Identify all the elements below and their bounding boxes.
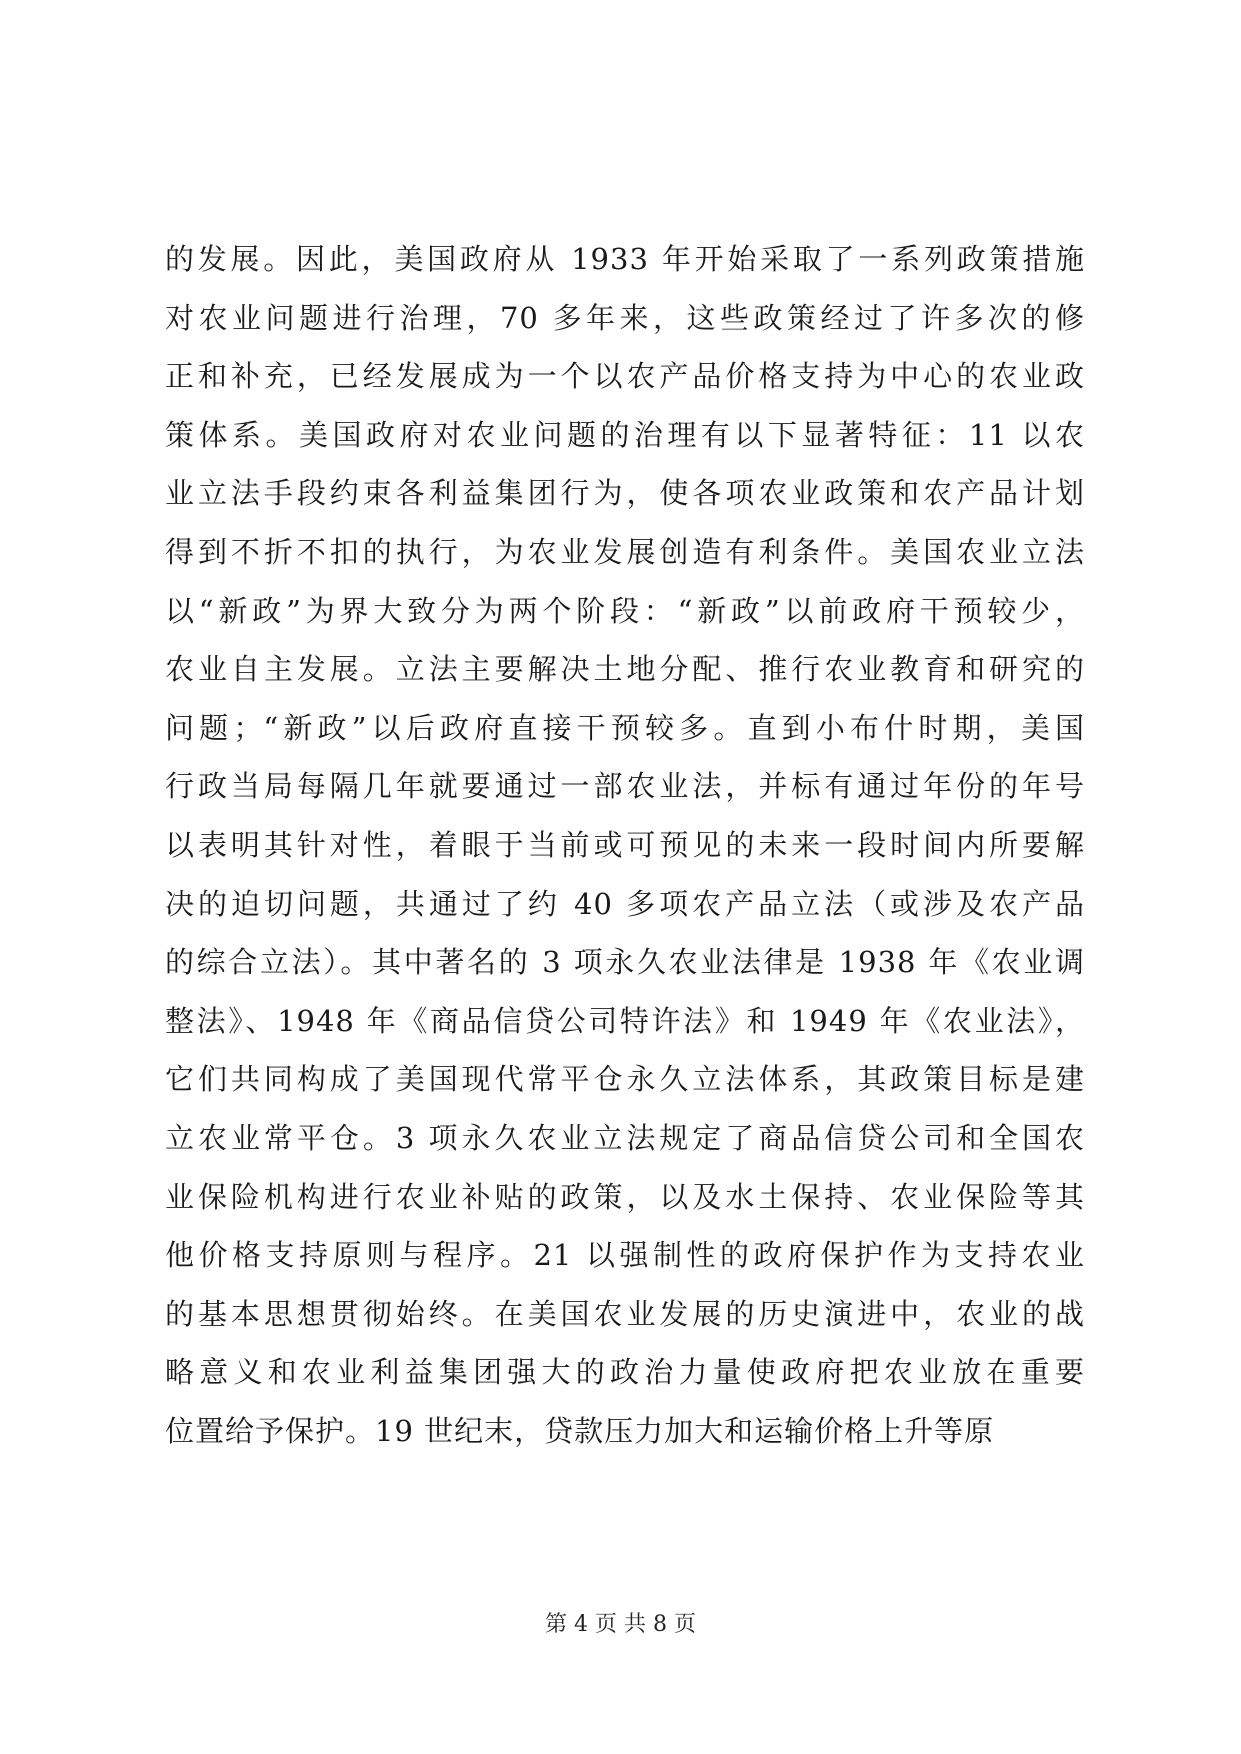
text-line: 整法》、1948 年《商品信贷公司特许法》和 1949 年《农业法》， [165,1003,1085,1038]
text-line: 的发展。因此，美国政府从 1933 年开始采取了一系列政策措施 [165,242,1085,276]
text-line: 问题；“新政”以后政府直接干预较多。直到小布什时期，美国 [165,710,1085,745]
text-line: 得到不折不扣的执行，为农业发展创造有利条件。美国农业立法 [165,534,1085,569]
text-line: 对农业问题进行治理，70 多年来，这些政策经过了许多次的修 [165,300,1085,335]
page-number-footer: 第 4 页 共 8 页 [545,1612,696,1637]
text-line: 位置给予保护。19 世纪末，贷款压力加大和运输价格上升等原 [165,1413,995,1448]
text-line: 他价格支持原则与程序。21 以强制性的政府保护作为支持农业 [165,1238,1085,1273]
text-line: 策体系。美国政府对农业问题的治理有以下显著特征：11 以农 [165,417,1085,452]
text-line: 业立法手段约束各利益集团行为，使各项农业政策和农产品计划 [165,476,1085,511]
text-line: 立农业常平仓。3 项永久农业立法规定了商品信贷公司和全国农 [165,1120,1085,1155]
text-line: 决的迫切问题，共通过了约 40 多项农产品立法（或涉及农产品 [165,886,1085,921]
text-line: 它们共同构成了美国现代常平仓永久立法体系，其政策目标是建 [165,1062,1085,1097]
text-line: 农业自主发展。立法主要解决土地分配、推行农业教育和研究的 [165,652,1085,687]
text-line: 以表明其针对性，着眼于当前或可预见的未来一段时间内所要解 [165,827,1085,862]
text-line: 以“新政”为界大致分为两个阶段：“新政”以前政府干预较少， [165,593,1085,628]
text-line: 的基本思想贯彻始终。在美国农业发展的历史演进中，农业的战 [165,1296,1085,1331]
text-line: 略意义和农业利益集团强大的政治力量使政府把农业放在重要 [165,1355,1085,1390]
text-line: 的综合立法）。其中著名的 3 项永久农业法律是 1938 年《农业调 [165,945,1085,980]
text-line: 正和补充，已经发展成为一个以农产品价格支持为中心的农业政 [165,359,1085,394]
text-line: 业保险机构进行农业补贴的政策，以及水土保持、农业保险等其 [165,1179,1085,1214]
text-line: 行政当局每隔几年就要通过一部农业法，并标有通过年份的年号 [165,769,1085,804]
body-text [165,230,1085,1460]
